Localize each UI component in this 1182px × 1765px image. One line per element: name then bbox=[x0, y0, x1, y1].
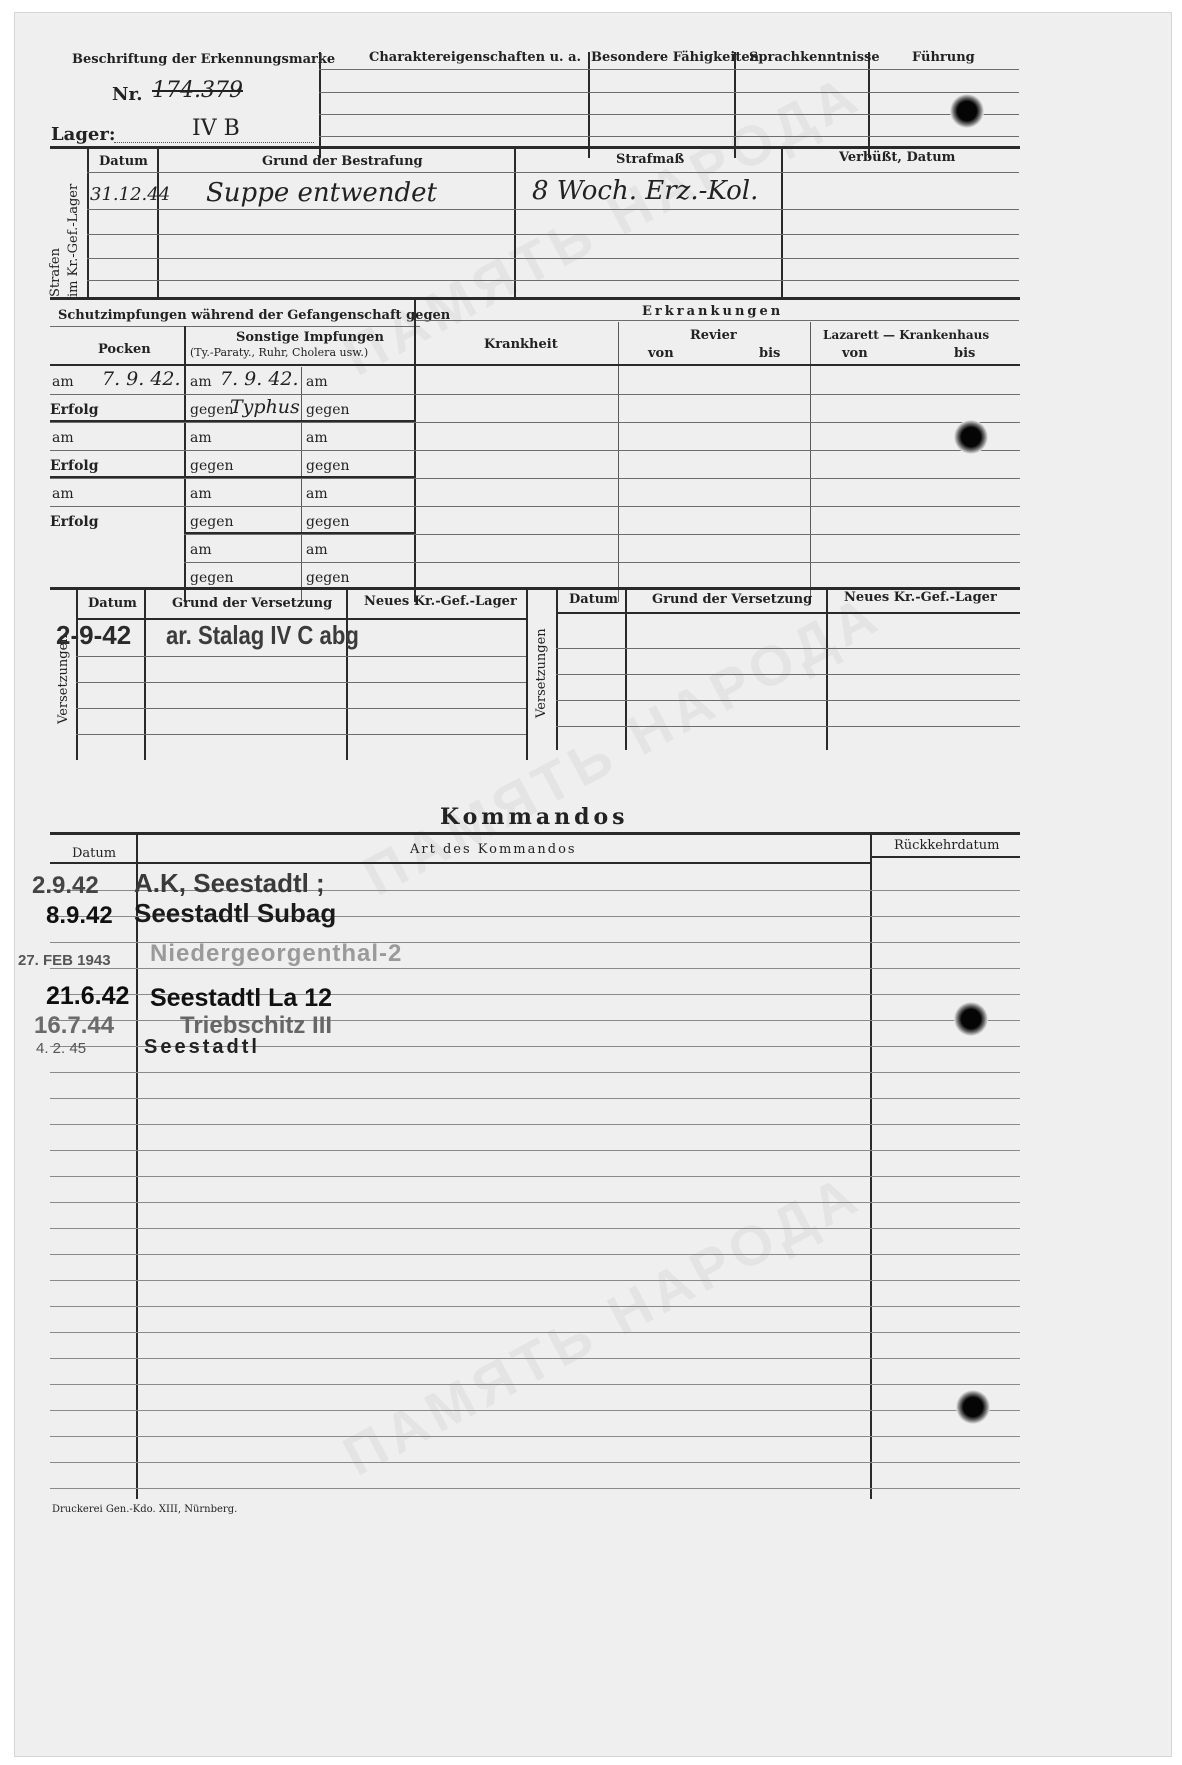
revier-von: von bbox=[648, 346, 674, 361]
sonstige2-gegen-1: gegen bbox=[306, 402, 350, 418]
lazarett-von: von bbox=[842, 346, 868, 361]
col-revier: Revier bbox=[690, 328, 737, 343]
pocken-am-value: 7. 9. 42. bbox=[102, 368, 181, 390]
strafen-col-strafmass: Strafmaß bbox=[616, 152, 685, 167]
punch-hole bbox=[956, 1390, 990, 1424]
kommando-rule bbox=[50, 1436, 1020, 1437]
strafen-col-grund: Grund der Bestrafung bbox=[262, 154, 423, 169]
pocken-am-2: am bbox=[52, 430, 74, 446]
kommandos-title: Kommandos bbox=[440, 804, 629, 830]
impfungen-title: Schutzimpfungen während der Gefangenschaft gegen bbox=[58, 308, 451, 323]
sonstige-am-3: am bbox=[190, 486, 212, 502]
nr-value: 174.379 bbox=[152, 78, 243, 103]
nr-label: Nr. bbox=[112, 84, 143, 105]
kommandos-col-art: Art des Kommandos bbox=[410, 842, 577, 857]
sonstige2-am-2: am bbox=[306, 430, 328, 446]
kommando-art-5: Triebschitz III bbox=[180, 1012, 333, 1039]
vers-entry-datum: 2-9-42 bbox=[56, 620, 132, 650]
kommandos-col-datum: Datum bbox=[72, 846, 117, 861]
kommando-art-3: Niedergeorgenthal-2 bbox=[150, 940, 403, 967]
kommando-art-2: Seestadtl Subag bbox=[134, 898, 337, 928]
kommando-rule bbox=[50, 1488, 1020, 1489]
sonstige2-gegen-4: gegen bbox=[306, 570, 350, 586]
watermark bbox=[332, 1161, 871, 1489]
kommando-datum-3: 27. FEB 1943 bbox=[18, 952, 111, 969]
kommando-rule bbox=[50, 968, 1020, 969]
kommando-datum-2: 8.9.42 bbox=[46, 902, 113, 929]
lager-label: Lager: bbox=[51, 124, 116, 145]
kommando-art-4: Seestadtl La 12 bbox=[150, 984, 333, 1012]
kommando-rule bbox=[50, 1202, 1020, 1203]
versetzungen-side-label: Versetzungen bbox=[56, 634, 71, 724]
sonstige2-am-3: am bbox=[306, 486, 328, 502]
col-faehigkeiten: Besondere Fähigkeiten bbox=[591, 50, 760, 65]
kommando-rule bbox=[50, 1332, 1020, 1333]
lager-dotted-line bbox=[114, 142, 314, 143]
kommando-datum-4: 21.6.42 bbox=[46, 982, 130, 1010]
col-pocken: Pocken bbox=[98, 342, 151, 357]
sonstige2-am-4: am bbox=[306, 542, 328, 558]
sonstige2-am-1: am bbox=[306, 374, 328, 390]
sonstige-gegen-1: gegen bbox=[190, 402, 234, 418]
punch-hole bbox=[954, 420, 988, 454]
kommando-rule bbox=[50, 1462, 1020, 1463]
kommando-rule bbox=[50, 1410, 1020, 1411]
strafen-entry-datum: 31.12.44 bbox=[90, 184, 171, 205]
vers-col-lager: Neues Kr.-Gef.-Lager bbox=[364, 594, 517, 609]
document-page bbox=[14, 12, 1172, 1757]
erkrankungen-title: Erkrankungen bbox=[642, 304, 784, 319]
punch-hole bbox=[950, 94, 984, 128]
sonstige2-gegen-2: gegen bbox=[306, 458, 350, 474]
col-fuehrung: Führung bbox=[912, 50, 975, 65]
erkennungsmarke-label: Beschriftung der Erkennungsmarke bbox=[72, 52, 336, 67]
kommando-rule bbox=[50, 1098, 1020, 1099]
col-sprachen: Sprachkenntnisse bbox=[749, 50, 880, 65]
kommando-rule bbox=[50, 1150, 1020, 1151]
strafen-side-label: Strafen bbox=[48, 248, 63, 297]
pocken-erfolg-1: Erfolg bbox=[50, 402, 99, 418]
pocken-am-3: am bbox=[52, 486, 74, 502]
versetzungen-side-label-2: Versetzungen bbox=[534, 628, 549, 718]
strafen-col-verbuesst: Verbüßt, Datum bbox=[839, 150, 956, 165]
kommando-datum-6: 4. 2. 45 bbox=[36, 1040, 87, 1057]
col-sonstige-1: Sonstige Impfungen bbox=[236, 330, 384, 345]
kommando-rule bbox=[50, 1384, 1020, 1385]
kommando-rule bbox=[50, 1176, 1020, 1177]
kommando-rule bbox=[50, 1306, 1020, 1307]
sonstige-gegen-3: gegen bbox=[190, 514, 234, 530]
col-lazarett: Lazarett — Krankenhaus bbox=[823, 328, 990, 342]
punch-hole bbox=[954, 1002, 988, 1036]
sonstige-am-4: am bbox=[190, 542, 212, 558]
sonstige-gegen-value: Typhus bbox=[230, 396, 300, 418]
lazarett-bis: bis bbox=[954, 346, 976, 361]
kommando-art-1: A.K, Seestadtl ; bbox=[134, 868, 325, 898]
kommando-art-6: Seestadtl bbox=[144, 1036, 260, 1058]
kommando-rule bbox=[50, 1072, 1020, 1073]
kommando-rule bbox=[50, 1124, 1020, 1125]
strafen-entry-grund: Suppe entwendet bbox=[206, 178, 437, 208]
strafen-col-datum: Datum bbox=[99, 154, 148, 169]
kommando-rule bbox=[50, 1254, 1020, 1255]
pocken-erfolg-2: Erfolg bbox=[50, 458, 99, 474]
printer-footer: Druckerei Gen.-Kdo. XIII, Nürnberg. bbox=[52, 1504, 238, 1515]
strafen-entry-strafmass: 8 Woch. Erz.-Kol. bbox=[532, 176, 759, 206]
vers-col-lager-2: Neues Kr.-Gef.-Lager bbox=[844, 590, 997, 605]
sonstige-am-value: 7. 9. 42. bbox=[220, 368, 299, 390]
lager-value: IV B bbox=[192, 116, 240, 141]
kommando-datum-1: 2.9.42 bbox=[32, 872, 99, 899]
revier-bis: bis bbox=[759, 346, 781, 361]
sonstige2-gegen-3: gegen bbox=[306, 514, 350, 530]
col-sonstige-2: (Ty.-Paraty., Ruhr, Cholera usw.) bbox=[190, 346, 369, 359]
kommando-datum-5: 16.7.44 bbox=[34, 1012, 115, 1039]
kommando-rule bbox=[50, 1358, 1020, 1359]
kommando-rule bbox=[50, 1228, 1020, 1229]
pocken-am-1: am bbox=[52, 374, 74, 390]
vers-col-grund: Grund der Versetzung bbox=[172, 596, 333, 611]
watermark bbox=[352, 581, 891, 909]
vers-col-datum: Datum bbox=[88, 596, 137, 611]
sonstige-gegen-4: gegen bbox=[190, 570, 234, 586]
vers-col-grund-2: Grund der Versetzung bbox=[652, 592, 813, 607]
pocken-erfolg-3: Erfolg bbox=[50, 514, 99, 530]
col-charakter: Charaktereigenschaften u. a. bbox=[369, 50, 582, 65]
sonstige-am-2: am bbox=[190, 430, 212, 446]
vers-entry-grund: ar. Stalag IV C abg bbox=[166, 620, 359, 650]
vers-col-datum-2: Datum bbox=[569, 592, 618, 607]
sonstige-gegen-2: gegen bbox=[190, 458, 234, 474]
strafen-side-label-2: im Kr.-Gef.-Lager bbox=[66, 183, 81, 297]
col-krankheit: Krankheit bbox=[484, 337, 558, 352]
sonstige-am-1: am bbox=[190, 374, 212, 390]
kommandos-col-rueckkehr: Rückkehrdatum bbox=[894, 838, 1000, 853]
kommando-rule bbox=[50, 1280, 1020, 1281]
